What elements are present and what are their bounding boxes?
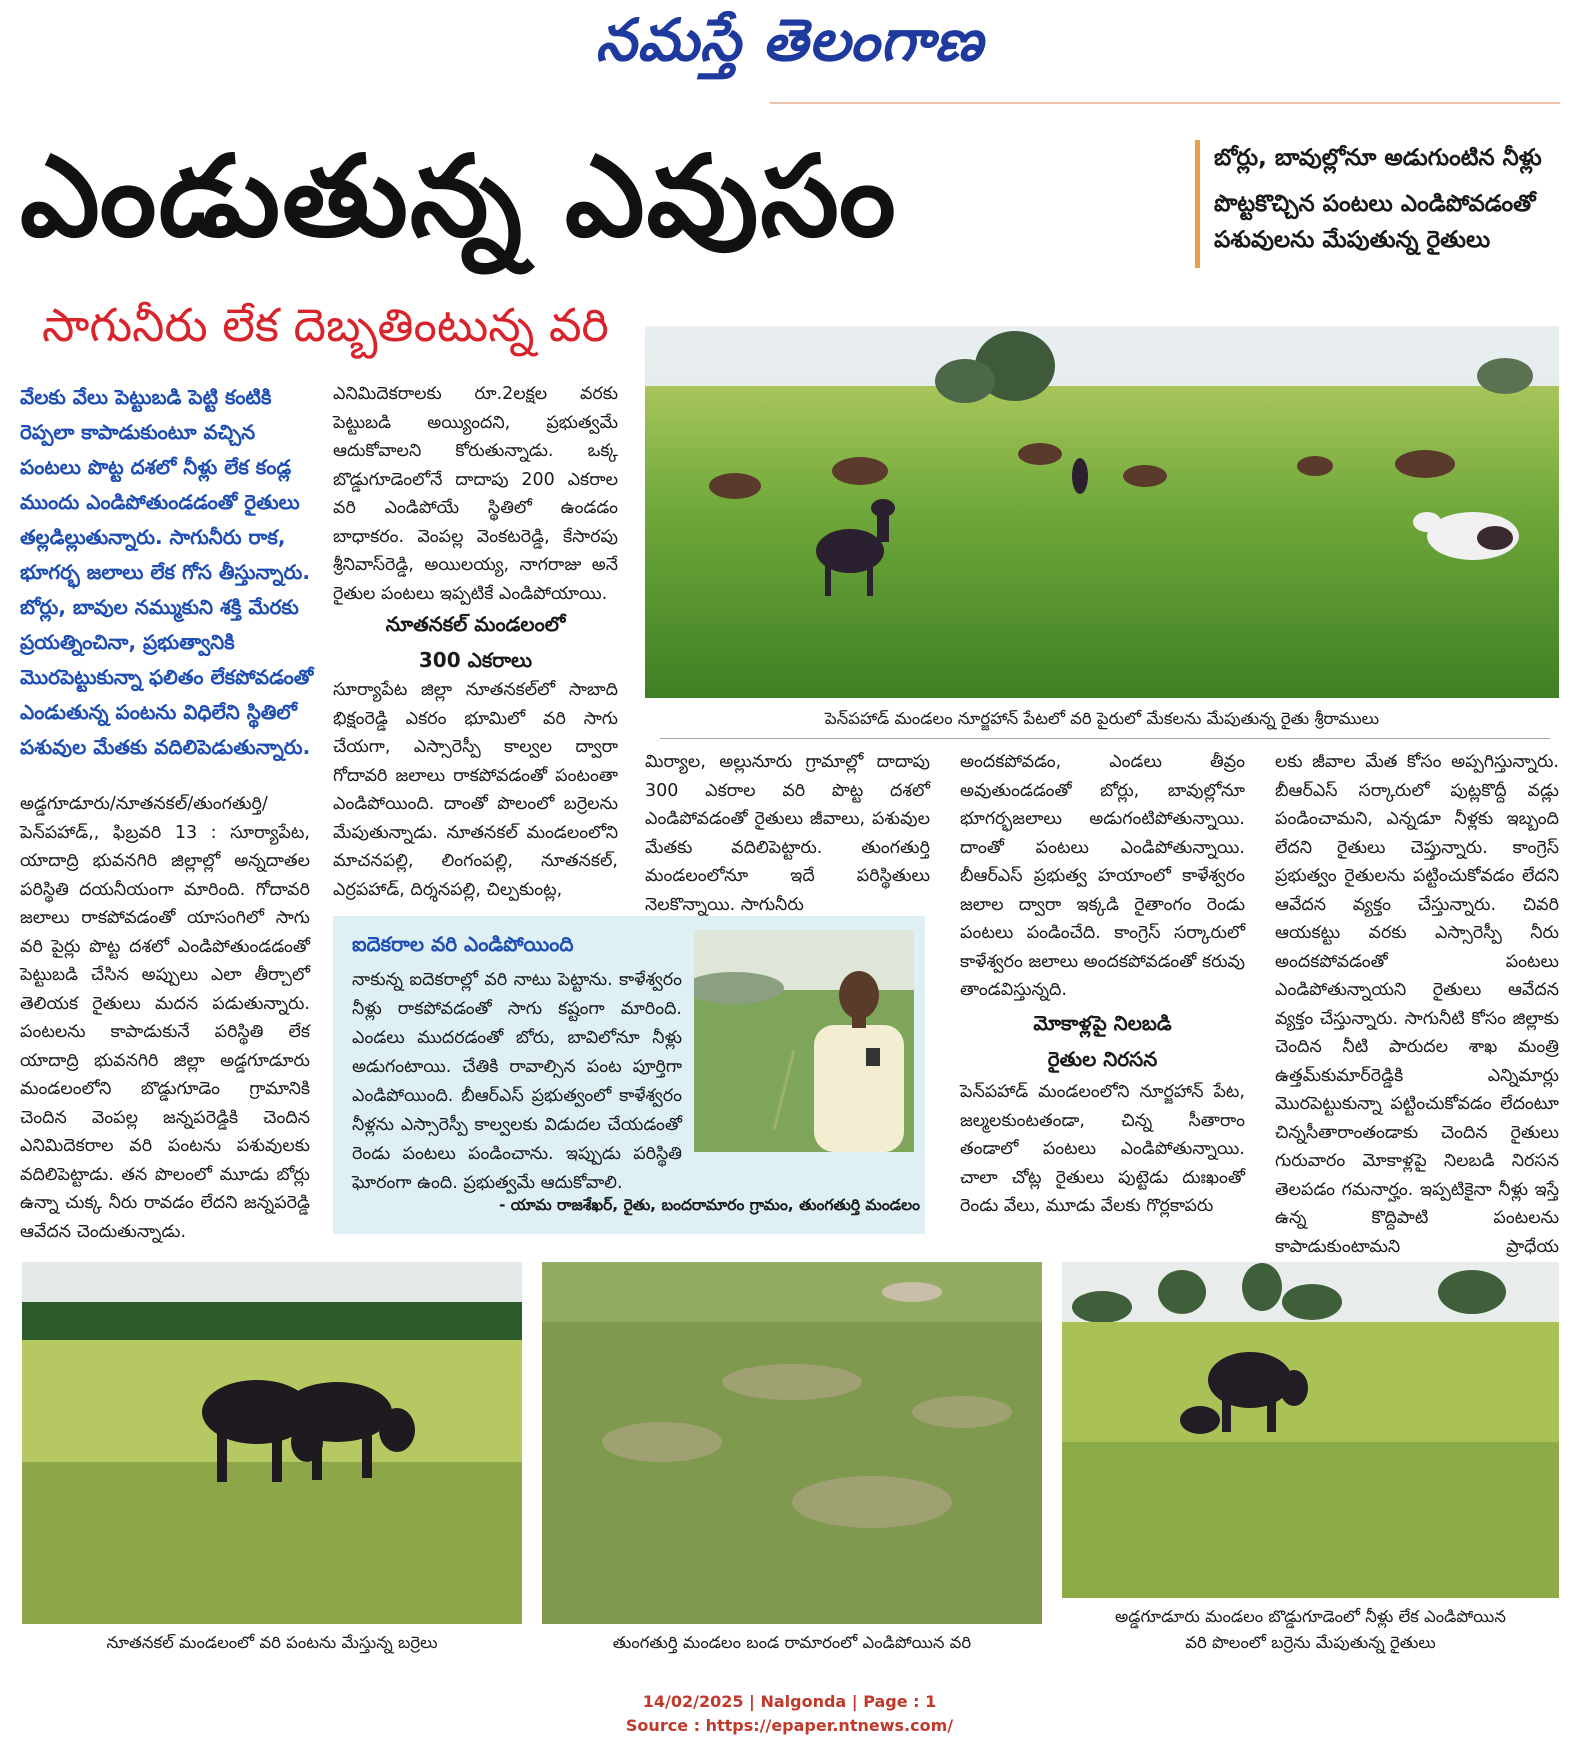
article-column-4a: అందకపోవడం, ఎండలు తీవ్రం అవుతుండడంతో బోర్లు, బావుల్లోనూ భూగర్భజలాలు అడుగంటిపోతున్నాయి. దాంతో పంటలు ఎండిపోతున్నాయి. బీఆర్‌ఎస్ ప్రభుత్వ హయాంలో కాళేశ్వరం జలాల ద్వారా ఇక్కడి రైతాంగం రెండు పంటలు పండించేది. కాంగ్రెస్ సర్కారులో కాళేశ్వరం జలాలు అందకపోవడంతో కరువు తాండవిస్తున్నది. xyxy=(960,752,1245,1000)
section-heading-nutanakal xyxy=(333,606,618,678)
footer-source-link[interactable]: Source : https://epaper.ntnews.com/ xyxy=(625,1716,954,1735)
caption-line-1: అడ్డగూడూరు మండలం బొడ్డుగూడెంలో నీళ్లు లేక ఎండిపోయిన xyxy=(1115,1607,1506,1626)
buffaloes-image xyxy=(22,1262,522,1624)
subheadline: సాగునీరు లేక దెబ్బతింటున్న వరి xyxy=(42,298,609,352)
caption-line-2: వరి పొలంలో బర్రెను మేపుతున్న రైతులు xyxy=(1185,1633,1436,1652)
photo-buffalo-calf xyxy=(1062,1262,1559,1598)
farmer-quote-title: ఐదెకరాల వరి ఎండిపోయింది xyxy=(352,932,574,956)
photo-goats-caption: పెన్‌పహాడ్ మండలం నూర్జహాన్ పేటలో వరి పైరులో మేకలను మేపుతున్న రైతు శ్రీరాములు xyxy=(824,709,1380,728)
deck-line-2: పొట్టకొచ్చిన పంటలు ఎండిపోవడంతో పశువులను మేపుతున్న రైతులు xyxy=(1214,191,1536,253)
photo-buffaloes-caption: నూతనకల్ మండలంలో వరి పంటను మేస్తున్న బర్రెలు xyxy=(106,1633,438,1652)
section-heading-line-1: మోకాళ్లపై నిలబడి xyxy=(1033,1011,1172,1035)
photo-dry-field-caption: తుంగతుర్తి మండలం బండ రామారంలో ఎండిపోయిన వరి xyxy=(612,1633,972,1652)
section-heading-line-1: నూతనకల్ మండలంలో xyxy=(385,612,566,636)
photo-goats-grazing xyxy=(645,326,1559,698)
article-column-4b: పెన్‌పహాడ్ మండలంలోని నూర్జహాన్ పేట, జల్మలకుంటతండా, చిన్న సీతారాం తండాలో పంటలు ఎండిపోతున్నాయి. చాలా చోట్ల రైతులు పుట్టెడు దుఃఖంతో రెండు వేలు, మూడు వేలకు గొర్లకాపరు xyxy=(960,1082,1245,1216)
page-footer xyxy=(0,1690,1579,1738)
deck-line-1: బోర్లు, బావుల్లోనూ అడుగుంటిన నీళ్లు xyxy=(1214,145,1542,171)
photo-buffaloes xyxy=(22,1262,522,1624)
farmer-quote-credit: - యామ రాజశేఖర్, రైతు, బందరామారం గ్రామం, తుంగతుర్తి మండలం xyxy=(498,1196,920,1214)
lead-paragraph: వేలకు వేలు పెట్టుబడి పెట్టి కంటికి రెప్పలా కాపాడుకుంటూ వచ్చిన పంటలు పొట్ట దశలో నీళ్లు లేక కండ్ల ముందు ఎండిపోతుండడంతో రైతులు తల్లడిల్లుతున్నారు. సాగునీరు రాక, భూగర్భ జలాలు లేక గోస తీస్తున్నారు. బోర్లు, బావుల నమ్ముకుని శక్తి మేరకు ప్రయత్నించినా, ప్రభుత్వానికి మొరపెట్టుకున్నా ఫలితం లేకపోవడంతో ఎండుతున్న పంటను విధిలేని స్థితిలో పశువుల మేతకు వదిలిపెడుతున్నారు. xyxy=(20,385,314,759)
article-column-2b: సూర్యాపేట జిల్లా నూతనకల్‌లో సాబాది భిక్షంరెడ్డి ఎకరం భూమిలో వరి సాగు చేయగా, ఎస్సారెస్పీ కాల్వల ద్వారా గోదావరి జలాలు రాకపోవడంతో పంటంతా ఎండిపోయింది. దాంతో పొలంలో బర్రెలను మేపుతున్నాడు. నూతనకల్ మండలంలోని మాచనపల్లి, లింగంపల్లి, నూతనకల్, ఎర్రపహాడ్, దిర్శనపల్లి, చిల్పకుంట్ల, xyxy=(333,680,618,900)
deck xyxy=(1195,140,1579,268)
photo-buffalo-calf-caption xyxy=(1062,1604,1559,1656)
footer-date-edition: 14/02/2025 | Nalgonda | Page : 1 xyxy=(642,1692,937,1711)
headline: ఎండుతున్న ఎవుసం xyxy=(20,132,898,262)
buffalo-calf-image xyxy=(1062,1262,1559,1598)
masthead: నమస్తే తెలంగాణ xyxy=(595,6,984,74)
top-rule xyxy=(770,102,1560,104)
caption-divider xyxy=(660,738,1550,739)
article-column-3: మిర్యాల, అల్లునూరు గ్రామాల్లో దాదాపు 300 ఎకరాల వరి పొట్ట దశలో ఎండిపోవడంతో రైతులు జీవాలు, పశువుల మేతకు వదిలిపెట్టారు. తుంగతుర్తి మండలంలోనూ ఇదే పరిస్థితులు నెలకొన్నాయి. సాగునీరు xyxy=(645,752,930,915)
dry-field-image xyxy=(542,1262,1042,1624)
article-column-5: లకు జీవాల మేత కోసం అప్పగిస్తున్నారు. బీఆర్‌ఎస్ సర్కారులో పుట్లకొద్దీ వడ్లు పండించామని, ఎన్నడూ నీళ్లకు ఇబ్బంది లేదని రైతులు చెప్తున్నారు. కాంగ్రెస్ ప్రభుత్వం రైతులను పట్టించుకోవడం లేదని ఆవేదన వ్యక్తం చేస్తున్నారు. చివరి ఆయకట్టు వరకు ఎస్సారెస్పీ నీరు అందకపోవడంతో పంటలు ఎండిపోతున్నాయని రైతులు ఆవేదన వ్యక్తం చేస్తున్నారు. సాగునీటి కోసం జిల్లాకు చెందిన నీటి పారుదల శాఖ మంత్రి ఉత్తమ్‌కుమార్‌రెడ్డికి ఎన్నిమార్లు మొరపెట్టుకున్నా పట్టించుకోవడం లేదంటూ చిన్నసీతారాంతండాకు చెందిన రైతులు గురువారం మోకాళ్లపై నిలబడి నిరసన తెలపడం గమనార్హం. ఇప్పటికైనా నీళ్లు ఇస్తే ఉన్న కొద్దిపాటి పంటలను కాపాడుకుంటామని ప్రాధేయ xyxy=(1275,752,1559,1257)
photo-dry-field xyxy=(542,1262,1042,1624)
farmer-quote-text: నాకున్న ఐదెకరాల్లో వరి నాటు పెట్టాను. కాళేశ్వరం నీళ్లు రాకపోవడంతో సాగు కష్టంగా మారింది. ఎండలు ముదరడంతో బోరు, బావిలోనూ నీళ్లు అడుగంటాయి. చేతికి రావాల్సిన పంట పూర్తిగా ఎండిపోయింది. బీఆర్‌ఎస్ ప్రభుత్వంలో కాళేశ్వరం నీళ్లను ఎస్సారెస్పీ కాల్వలకు విడుదల చేయడంతో రెండు పంటలు పండించాను. ఇప్పుడు పరిస్థితి ఘోరంగా ఉంది. ప్రభుత్వమే ఆదుకోవాలి. xyxy=(352,970,682,1193)
section-heading-protest xyxy=(960,1005,1245,1077)
article-column-2a: ఎనిమిదెకరాలకు రూ.2లక్షల వరకు పెట్టుబడి అయ్యిందని, ప్రభుత్వమే ఆదుకోవాలని కోరుతున్నాడు. ఒక్క బొడ్డుగూడెంలోనే దాదాపు 200 ఎకరాల వరి ఎండిపోయే స్థితిలో ఉండడం బాధాకరం. వెంపల్ల వెంకటరెడ్డి, కేసారపు శ్రీనివాస్‌రెడ్డి, అయిలయ్య, నాగరాజు అనే రైతుల పంటలు ఇప్పటికే ఎండిపోయాయి. xyxy=(333,384,618,604)
goats-field-image xyxy=(645,326,1559,698)
farmer-portrait-image xyxy=(694,930,914,1152)
section-heading-line-2: రైతుల నిరసన xyxy=(1047,1047,1158,1071)
article-column-1: అడ్డగూడూరు/నూతనకల్/తుంగతుర్తి/పెన్‌పహాడ్,, ఫిబ్రవరి 13 : సూర్యాపేట, యాదాద్రి భువనగిరి జిల్లాల్లో అన్నదాతల పరిస్థితి దయనీయంగా మారింది. గోదావరి జలాలు రాకపోవడంతో యాసంగిలో సాగు వరి పైర్లు పొట్ట దశలో ఎండిపోతుండడంతో పెట్టుబడి చేసిన అప్పులు ఎలా తీర్చాలో తెలియక రైతులు మదన పడుతున్నారు. పంటలను కాపాడుకునే పరిస్థితి లేక యాదాద్రి భువనగిరి జిల్లా అడ్డగూడూరు మండలంలోని బొడ్డుగూడెం గ్రామానికి చెందిన వెంపల్ల జన్నపరెడ్డికి చెందిన ఎనిమిదెకరాల వరి పంటను పశువులకు వదిలిపెట్టాడు. తన పొలంలో మూడు బోర్లు ఉన్నా చుక్క నీరు రావడం లేదని జన్నపరెడ్డి ఆవేదన చెందుతున్నాడు. xyxy=(20,794,310,1242)
photo-farmer xyxy=(694,930,914,1152)
section-heading-line-2: 300 ఎకరాలు xyxy=(418,648,533,672)
